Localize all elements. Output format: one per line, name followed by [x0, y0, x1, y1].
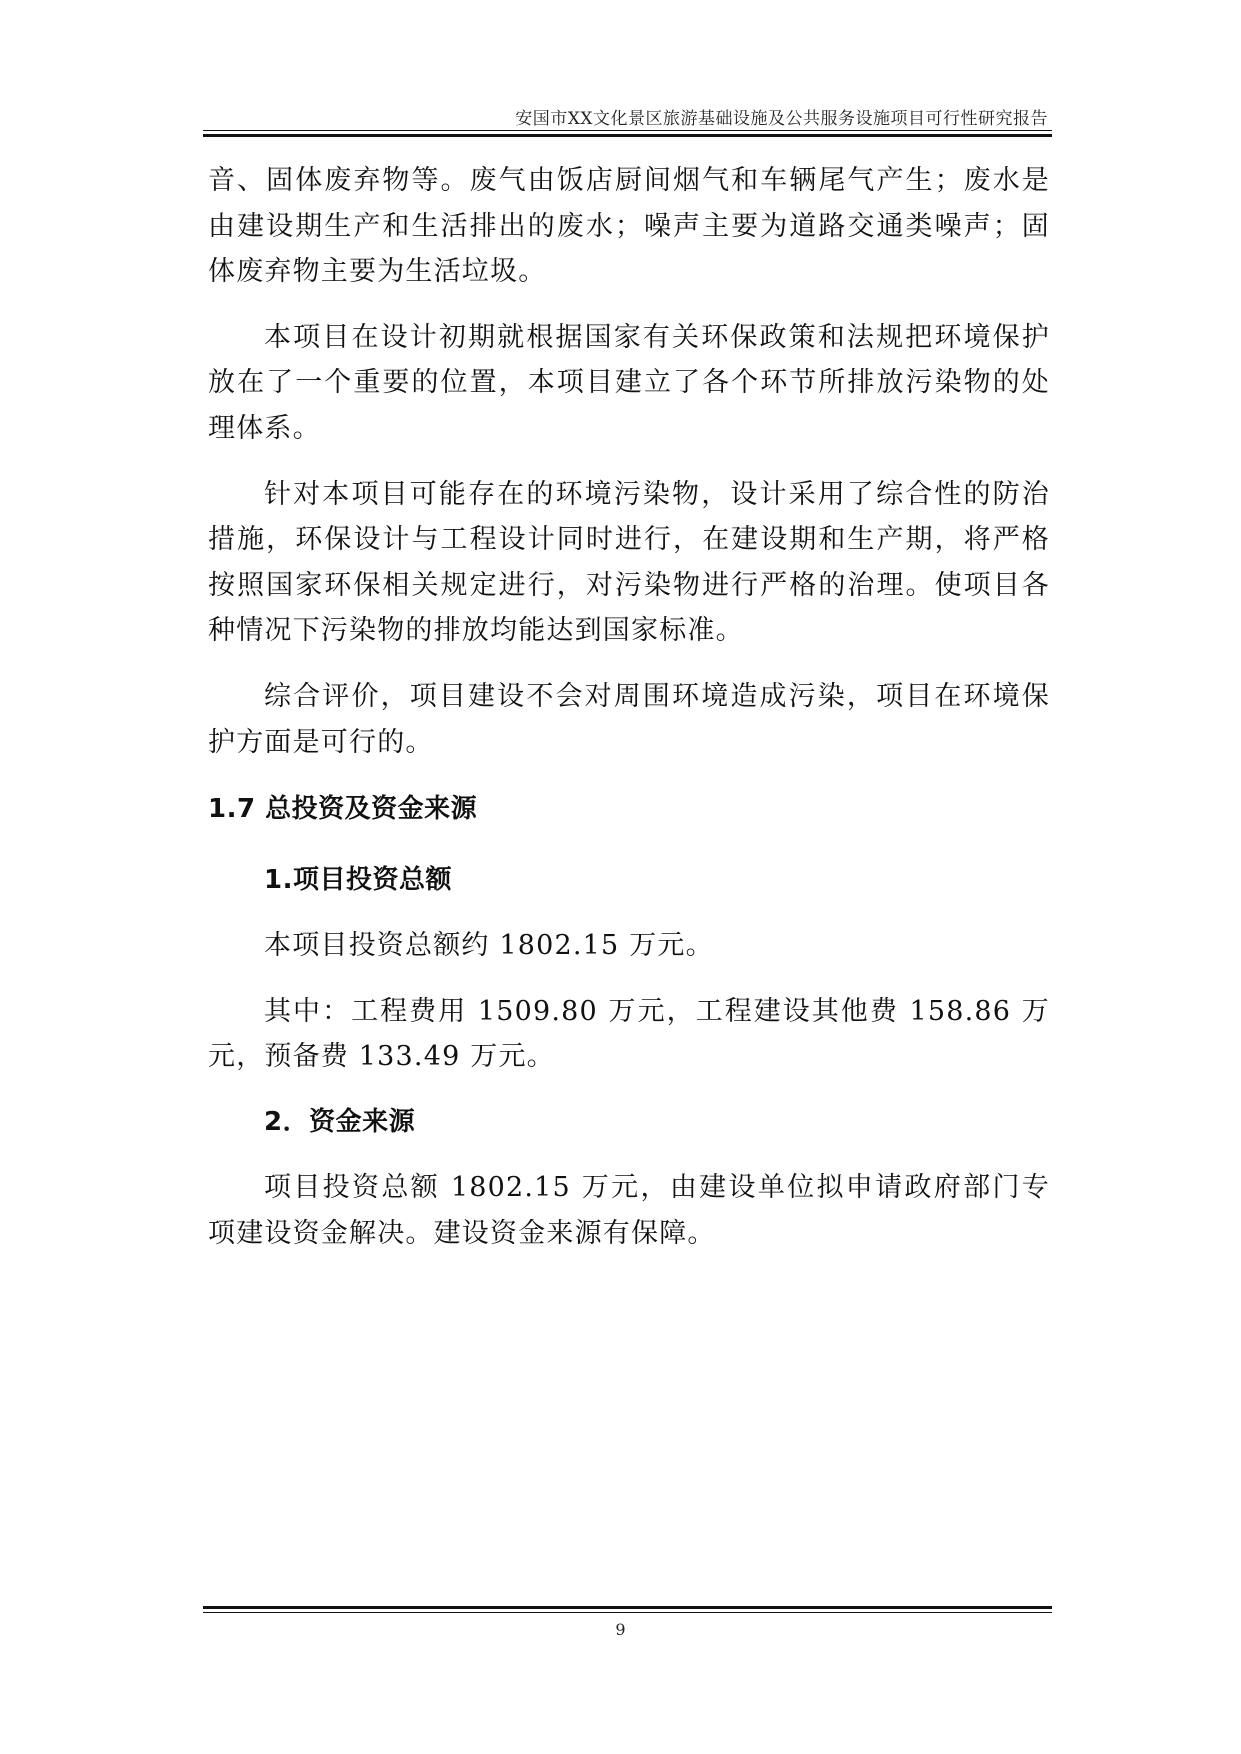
footer-rule	[203, 1612, 1052, 1613]
header-rule	[203, 130, 1052, 131]
paragraph-continuation: 音、固体废弃物等。废气由饭店厨间烟气和车辆尾气产生；废水是由建设期生产和生活排出的废水；噪声主要为道路交通类噪声；固体废弃物主要为生活垃圾。	[208, 165, 1050, 288]
section-heading: 1.7 总投资及资金来源	[208, 794, 478, 825]
paragraph-pollution-measures: 针对本项目可能存在的环境污染物，设计采用了综合性的防治措施，环保设计与工程设计同时进行，在建设期和生产期，将严格按照国家环保相关规定进行，对污染物进行严格的治理。使项目各种情况下污染物的排放均能达到国家标准。	[208, 478, 1050, 647]
paragraph-evaluation: 综合评价，项目建设不会对周围环境造成污染，项目在环境保护方面是可行的。	[208, 680, 1050, 758]
paragraph-investment-total: 本项目投资总额约 1802.15 万元。	[264, 930, 714, 962]
paragraph-environment-design: 本项目在设计初期就根据国家有关环保政策和法规把环境保护放在了一个重要的位置，本项目建立了各个环节所排放污染物的处理体系。	[208, 321, 1050, 444]
subsection-heading-investment: 1.项目投资总额	[264, 865, 452, 896]
page-number: 9	[615, 1620, 626, 1639]
subsection-heading-funding: 2．资金来源	[264, 1106, 416, 1137]
running-header: 安国市XX文化景区旅游基础设施及公共服务设施项目可行性研究报告	[515, 109, 1048, 129]
header-rule-thick	[203, 134, 1052, 137]
paragraph-investment-breakdown: 其中：工程费用 1509.80 万元，工程建设其他费 158.86 万元，预备费 133.49 万元。	[208, 995, 1050, 1073]
paragraph-funding-source: 项目投资总额 1802.15 万元，由建设单位拟申请政府部门专项建设资金解决。建设资金来源有保障。	[208, 1171, 1050, 1249]
body-text	[208, 158, 1050, 1276]
footer-rule-thick	[203, 1606, 1052, 1609]
